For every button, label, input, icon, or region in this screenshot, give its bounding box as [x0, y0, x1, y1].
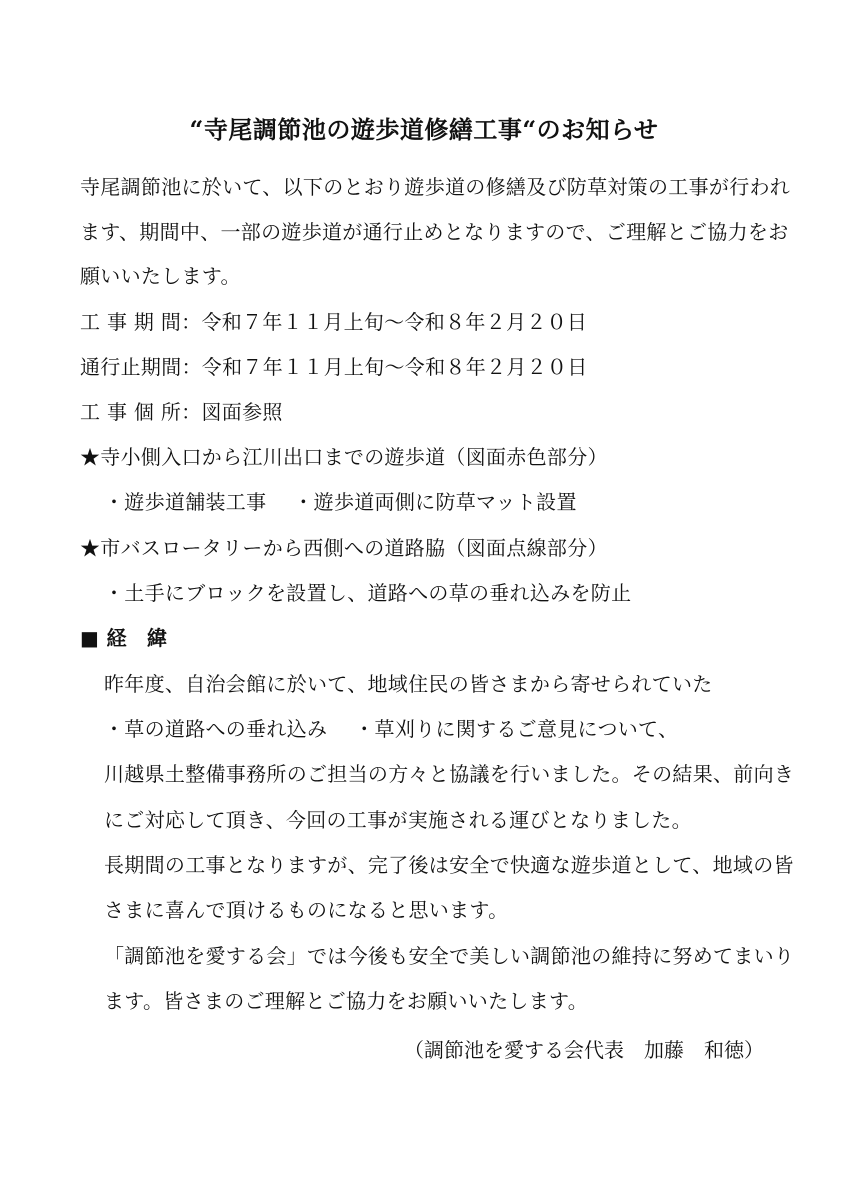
notice-title: “寺尾調節池の遊歩道修繕工事“のお知らせ: [189, 115, 659, 144]
intro-line-3: 願いいたします。: [80, 264, 241, 288]
signature: （調節池を愛する会代表 加藤 和徳）: [404, 1038, 764, 1062]
closure-period: 通行止期間：令和７年１１月上旬～令和８年２月２０日: [80, 355, 588, 379]
background-line-4: にご対応して頂き、今回の工事が実施される運びとなりました。: [104, 808, 692, 832]
section1-items: ・遊歩道舗装工事 ・遊歩道両側に防草マット設置: [104, 490, 577, 514]
section2-heading: ★市バスロータリーから西側への道路脇（図面点線部分）: [80, 536, 608, 560]
background-line-6: さまに喜んで頂けるものになると思います。: [104, 898, 509, 922]
background-line-7: 「調節池を愛する会」では今後も安全で美しい調節池の維持に努めてまいり: [104, 944, 795, 968]
construction-period: 工 事 期 間：令和７年１１月上旬～令和８年２月２０日: [80, 310, 588, 334]
background-line-1: 昨年度、自治会館に於いて、地域住民の皆さまから寄せられていた: [104, 672, 713, 696]
background-line-3: 川越県土整備事務所のご担当の方々と協議を行いました。その結果、前向き: [104, 762, 795, 786]
section1-heading: ★寺小側入口から江川出口までの遊歩道（図面赤色部分）: [80, 445, 608, 469]
background-line-5: 長期間の工事となりますが、完了後は安全で快適な遊歩道として、地域の皆: [104, 853, 794, 877]
background-heading: ■ 経 緯: [80, 626, 168, 650]
intro-line-2: ます、期間中、一部の遊歩道が通行止めとなりますので、ご理解とご協力をお: [80, 220, 789, 244]
background-line-2: ・草の道路への垂れ込み ・草刈りに関するご意見について、: [104, 717, 679, 741]
construction-location: 工 事 個 所：図面参照: [80, 400, 283, 424]
section2-items: ・土手にブロックを設置し、道路への草の垂れ込みを防止: [104, 581, 632, 605]
background-line-8: ます。皆さまのご理解とご協力をお願いいたします。: [104, 989, 588, 1013]
intro-line-1: 寺尾調節池に於いて、以下のとおり遊歩道の修繕及び防草対策の工事が行われ: [80, 175, 791, 199]
